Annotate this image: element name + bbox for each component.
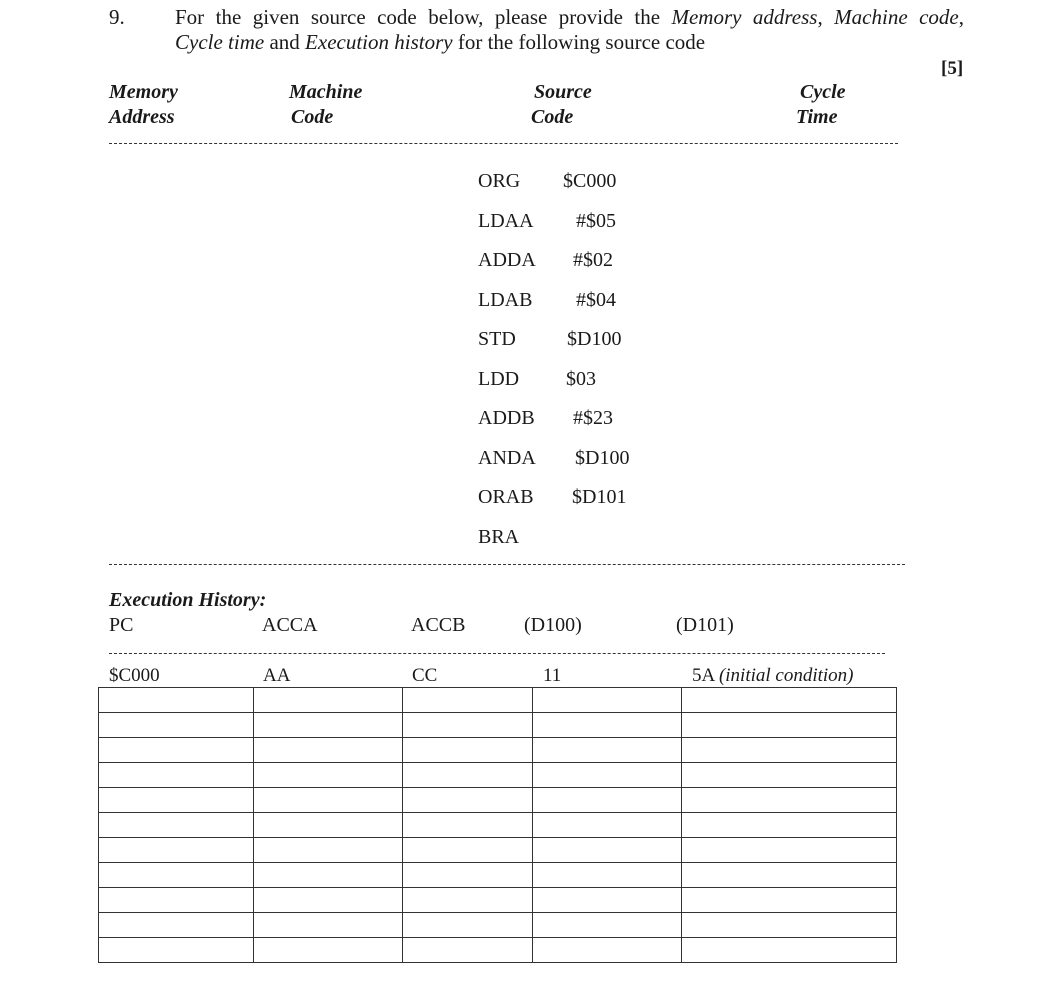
table-cell[interactable] xyxy=(682,888,897,913)
table-row xyxy=(99,763,897,788)
table-cell[interactable] xyxy=(682,838,897,863)
table-cell[interactable] xyxy=(533,688,682,713)
table-cell[interactable] xyxy=(402,788,533,813)
table-cell[interactable] xyxy=(402,738,533,763)
table-cell[interactable] xyxy=(253,688,402,713)
table-row xyxy=(99,713,897,738)
table-cell[interactable] xyxy=(533,938,682,963)
source-arg: $D100 xyxy=(575,446,630,469)
question-number: 9. xyxy=(109,5,125,29)
source-arg: $C000 xyxy=(563,170,617,192)
history-divider xyxy=(109,653,885,654)
initial-accb: CC xyxy=(412,665,438,686)
table-cell[interactable] xyxy=(99,738,254,763)
marks-label: [5] xyxy=(941,58,964,79)
table-cell[interactable] xyxy=(253,713,402,738)
table-cell[interactable] xyxy=(402,913,533,938)
source-arg: $D101 xyxy=(572,486,627,508)
initial-acca: AA xyxy=(263,665,291,686)
table-cell[interactable] xyxy=(682,763,897,788)
table-cell[interactable] xyxy=(402,838,533,863)
col-pc: PC xyxy=(109,614,134,636)
table-cell[interactable] xyxy=(99,838,254,863)
source-op: LDAB xyxy=(478,288,533,311)
execution-history-title: Execution History: xyxy=(109,589,267,611)
table-cell[interactable] xyxy=(402,888,533,913)
table-cell[interactable] xyxy=(533,913,682,938)
header-cycle-time: Cycle Time xyxy=(796,81,846,128)
initial-d101: 5A (initial condition) xyxy=(692,665,854,686)
table-cell[interactable] xyxy=(682,863,897,888)
source-op: BRA xyxy=(478,525,520,548)
table-cell[interactable] xyxy=(99,913,254,938)
table-cell[interactable] xyxy=(253,813,402,838)
table-cell[interactable] xyxy=(533,888,682,913)
source-op: ORAB xyxy=(478,486,534,508)
table-cell[interactable] xyxy=(533,738,682,763)
listing-divider xyxy=(109,564,905,565)
table-cell[interactable] xyxy=(99,688,254,713)
source-arg: $03 xyxy=(566,367,596,390)
table-cell[interactable] xyxy=(99,813,254,838)
table-cell[interactable] xyxy=(533,838,682,863)
source-op: LDD xyxy=(478,367,520,390)
table-row xyxy=(99,913,897,938)
source-op: LDAA xyxy=(478,209,534,232)
header-machine-code: Machine Code xyxy=(289,81,363,128)
source-arg: #$02 xyxy=(573,249,613,271)
source-op: ADDB xyxy=(478,407,535,429)
table-cell[interactable] xyxy=(253,838,402,863)
table-cell[interactable] xyxy=(99,938,254,963)
table-cell[interactable] xyxy=(99,788,254,813)
source-op: ANDA xyxy=(478,446,536,469)
table-row xyxy=(99,788,897,813)
table-cell[interactable] xyxy=(99,888,254,913)
table-cell[interactable] xyxy=(402,938,533,963)
table-cell[interactable] xyxy=(253,763,402,788)
table-cell[interactable] xyxy=(253,888,402,913)
initial-d100: 11 xyxy=(543,665,562,686)
table-cell[interactable] xyxy=(682,813,897,838)
col-d101: (D101) xyxy=(676,614,734,636)
table-row xyxy=(99,863,897,888)
source-op: ORG xyxy=(478,170,521,192)
table-cell[interactable] xyxy=(402,713,533,738)
source-arg: #$04 xyxy=(576,288,616,311)
table-cell[interactable] xyxy=(682,688,897,713)
question-line-2: Cycle time and Execution history for the following source code xyxy=(175,30,706,54)
table-row xyxy=(99,738,897,763)
table-cell[interactable] xyxy=(402,688,533,713)
table-cell[interactable] xyxy=(533,713,682,738)
col-accb: ACCB xyxy=(411,614,466,636)
table-cell[interactable] xyxy=(682,738,897,763)
table-row xyxy=(99,838,897,863)
table-row xyxy=(99,938,897,963)
source-arg: $D100 xyxy=(567,328,622,350)
header-divider xyxy=(109,143,898,144)
table-cell[interactable] xyxy=(99,713,254,738)
table-cell[interactable] xyxy=(533,813,682,838)
table-cell[interactable] xyxy=(533,863,682,888)
col-acca: ACCA xyxy=(262,614,318,636)
table-cell[interactable] xyxy=(99,763,254,788)
col-d100: (D100) xyxy=(524,614,582,636)
table-cell[interactable] xyxy=(402,813,533,838)
table-row xyxy=(99,888,897,913)
table-cell[interactable] xyxy=(682,913,897,938)
table-cell[interactable] xyxy=(402,763,533,788)
table-cell[interactable] xyxy=(682,938,897,963)
table-row xyxy=(99,813,897,838)
table-row xyxy=(99,688,897,713)
table-cell[interactable] xyxy=(99,863,254,888)
table-cell[interactable] xyxy=(253,863,402,888)
question-line-1: For the given source code below, please provide the Memory address, Machine code, xyxy=(175,5,964,29)
table-cell[interactable] xyxy=(402,863,533,888)
initial-pc: $C000 xyxy=(109,665,160,686)
table-cell[interactable] xyxy=(533,763,682,788)
header-memory-address: Memory Address xyxy=(109,81,178,128)
table-cell[interactable] xyxy=(682,788,897,813)
source-arg: #$23 xyxy=(573,407,613,429)
table-cell[interactable] xyxy=(682,713,897,738)
header-source-code: Source Code xyxy=(531,81,592,128)
source-arg: #$05 xyxy=(576,209,616,232)
source-op: ADDA xyxy=(478,249,536,271)
execution-history-grid xyxy=(98,687,897,963)
table-cell[interactable] xyxy=(253,788,402,813)
source-op: STD xyxy=(478,328,516,350)
table-cell[interactable] xyxy=(533,788,682,813)
table-cell[interactable] xyxy=(253,913,402,938)
table-cell[interactable] xyxy=(253,738,402,763)
table-cell[interactable] xyxy=(253,938,402,963)
